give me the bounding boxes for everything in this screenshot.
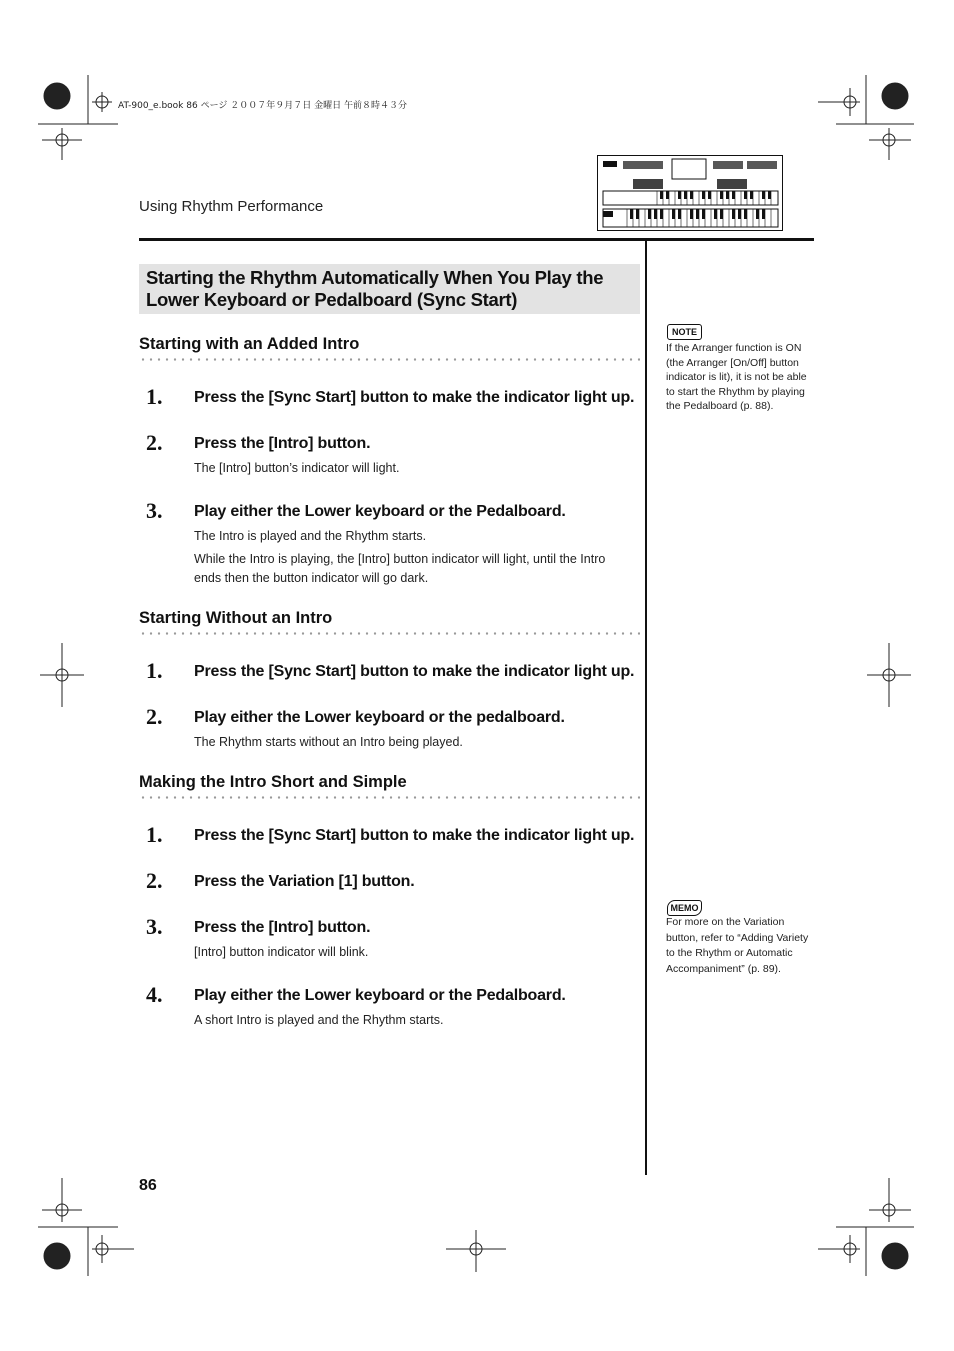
- running-header: Using Rhythm Performance: [139, 198, 324, 215]
- print-header: AT-900_e.book 86 ページ ２００７年９月７日 金曜日 午前８時４３分: [118, 101, 407, 111]
- subsection-heading: Starting Without an Intro: [139, 609, 333, 627]
- step-number: 2.: [146, 868, 163, 893]
- section-title: Starting the Rhythm Automatically When You Play the Lower Keyboard or Pedalboard (Sync Start): [146, 267, 604, 310]
- column-rule: [645, 240, 647, 1175]
- step-text: Press the [Intro] button.: [194, 435, 371, 452]
- dotted-rule: [139, 632, 640, 635]
- step-text: Press the [Sync Start] button to make the indicator light up.: [194, 663, 635, 680]
- step-body: The Intro is played and the Rhythm starts.: [194, 529, 427, 543]
- page-number: 86: [139, 1177, 157, 1194]
- step-text: Play either the Lower keyboard or the Pedalboard.: [194, 987, 566, 1004]
- step-number: 3.: [146, 498, 163, 523]
- organ-panel-icon: [597, 155, 784, 232]
- step-number: 1.: [146, 384, 163, 409]
- side-memo-text: For more on the Variation button, refer to “Adding Variety to the Rhythm or Automatic Accompaniment” (p. 89).: [666, 916, 809, 975]
- step-body: The Rhythm starts without an Intro being played.: [194, 735, 463, 749]
- step-text: Play either the Lower keyboard or the pedalboard.: [194, 709, 565, 726]
- step-number: 4.: [146, 982, 163, 1007]
- header-rule: [139, 238, 814, 241]
- dotted-rule: [139, 358, 640, 361]
- step-body: [Intro] button indicator will blink.: [194, 945, 369, 959]
- subsection-heading: Starting with an Added Intro: [139, 335, 360, 353]
- step-text: Press the Variation [1] button.: [194, 873, 415, 890]
- step-body: The [Intro] button’s indicator will light.: [194, 461, 400, 475]
- step-text: Play either the Lower keyboard or the Pedalboard.: [194, 503, 566, 520]
- dotted-rule: [139, 796, 640, 799]
- subsection-heading: Making the Intro Short and Simple: [139, 773, 407, 791]
- note-icon: NOTE: [667, 324, 702, 340]
- step-text: Press the [Intro] button.: [194, 919, 371, 936]
- memo-icon: MEMO: [667, 900, 702, 916]
- step-text: Press the [Sync Start] button to make the indicator light up.: [194, 389, 635, 406]
- step-number: 2.: [146, 430, 163, 455]
- step-text: Press the [Sync Start] button to make the indicator light up.: [194, 827, 635, 844]
- step-number: 2.: [146, 704, 163, 729]
- step-body: A short Intro is played and the Rhythm starts.: [194, 1013, 444, 1027]
- step-number: 1.: [146, 658, 163, 683]
- step-number: 1.: [146, 822, 163, 847]
- step-body: While the Intro is playing, the [Intro] button indicator will light, until the Intro ends then the button indicator will go dark.: [194, 552, 606, 585]
- side-note-text: If the Arranger function is ON (the Arranger [On/Off] button indicator is lit), it is not be able to start the Rhythm by playing the Pedalboard (p. 88).: [666, 342, 807, 412]
- step-number: 3.: [146, 914, 163, 939]
